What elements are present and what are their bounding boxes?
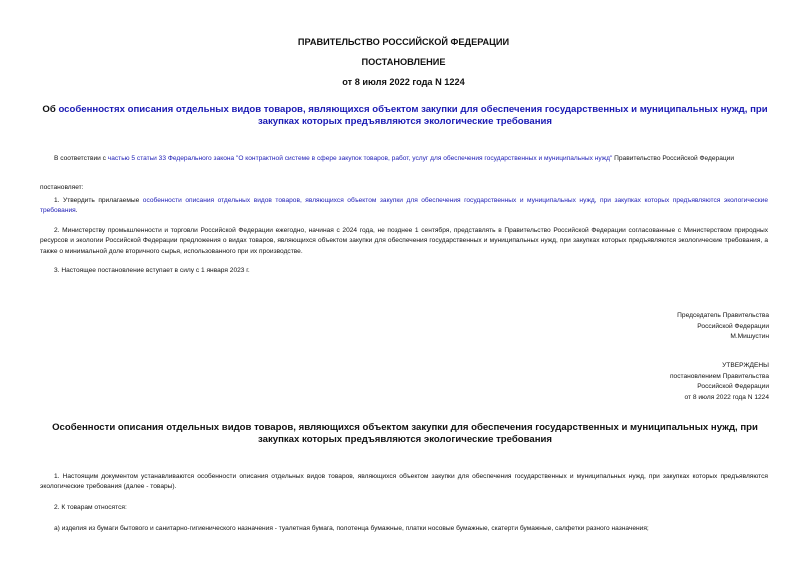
item-1-before: 1. Утвердить прилагаемые xyxy=(54,197,143,204)
intro-text-before: В соответствии с xyxy=(54,155,108,162)
approval-line-1: УТВЕРЖДЕНЫ xyxy=(722,362,769,369)
government-name: ПРАВИТЕЛЬСТВО РОССИЙСКОЙ ФЕДЕРАЦИИ xyxy=(297,37,510,47)
approval-stamp xyxy=(670,361,769,403)
intro-text-after: Правительство Российской Федерации xyxy=(612,155,735,162)
item-1 xyxy=(40,196,768,217)
annex-link[interactable]: особенности описания отдельных видов товаров, являющихся объектом закупки для обеспечения государственных и муниципальных нужд, при закупках которых предъявляются экологические требования xyxy=(40,197,768,215)
document-title xyxy=(40,104,770,128)
annex-title: Особенности описания отдельных видов товаров, являющихся объектом закупки для обеспечения государственных и муниципальных нужд, при закупках которых предъявляются экологические требования xyxy=(52,422,758,445)
document-date-number: от 8 июля 2022 года N 1224 xyxy=(342,77,465,87)
item-3: 3. Настоящее постановление вступает в силу с 1 января 2023 г. xyxy=(54,267,250,274)
signature-block xyxy=(677,311,769,343)
annex-item-a: а) изделия из бумаги бытового и санитарно-гигиенического назначения - туалетная бумага, полотенца бумажные, платки носовые бумажные, скатерти бумажные, салфетки разного назначения; xyxy=(54,525,649,532)
title-prefix: Об xyxy=(42,104,59,115)
postanovlyaet-label: постановляет: xyxy=(40,184,84,191)
item-2: 2. Министерству промышленности и торговли Российской Федерации ежегодно, начиная с 2024 года, не позднее 1 сентября, представлять в Правительство Российской Федерации согласованные с Министерством природных ресурсов и экологии Российской Федерации предложения о видах товаров, являющихся объектом закупки для обеспечения государственных и муниципальных нужд, при закупках которых предъявляются экологические требования, а также о минимальной доле вторичного сырья, использованного при их производстве. xyxy=(40,227,768,255)
title-link[interactable]: особенностях описания отдельных видов товаров, являющихся объектом закупки для обеспечения государственных и муниципальных нужд, при закупках которых предъявляются экологические требования xyxy=(58,104,768,127)
annex-item-1: 1. Настоящим документом устанавливаются особенности описания отдельных видов товаров, являющихся объектом закупки для обеспечения государственных и муниципальных нужд, при закупках которых предъявляются экологические требования (далее - товары). xyxy=(40,473,768,491)
document-type: ПОСТАНОВЛЕНИЕ xyxy=(361,57,446,67)
law-link[interactable]: частью 5 статьи 33 Федерального закона "О контрактной системе в сфере закупок товаров, работ, услуг для обеспечения государственных и муниципальных нужд" xyxy=(107,155,613,162)
approval-line-2: постановлением Правительства xyxy=(669,372,769,380)
annex-item-2: 2. К товарам относятся: xyxy=(54,504,127,511)
intro-paragraph xyxy=(40,154,768,164)
signature-line-2: Российской Федерации xyxy=(697,322,769,330)
item-1-after: . xyxy=(75,207,78,215)
signature-line-1: Председатель Правительства xyxy=(677,312,769,319)
approval-line-3: Российской Федерации xyxy=(697,383,769,391)
approval-line-4: от 8 июля 2022 года N 1224 xyxy=(684,393,769,401)
signature-line-3: М.Мишустин xyxy=(730,333,769,341)
